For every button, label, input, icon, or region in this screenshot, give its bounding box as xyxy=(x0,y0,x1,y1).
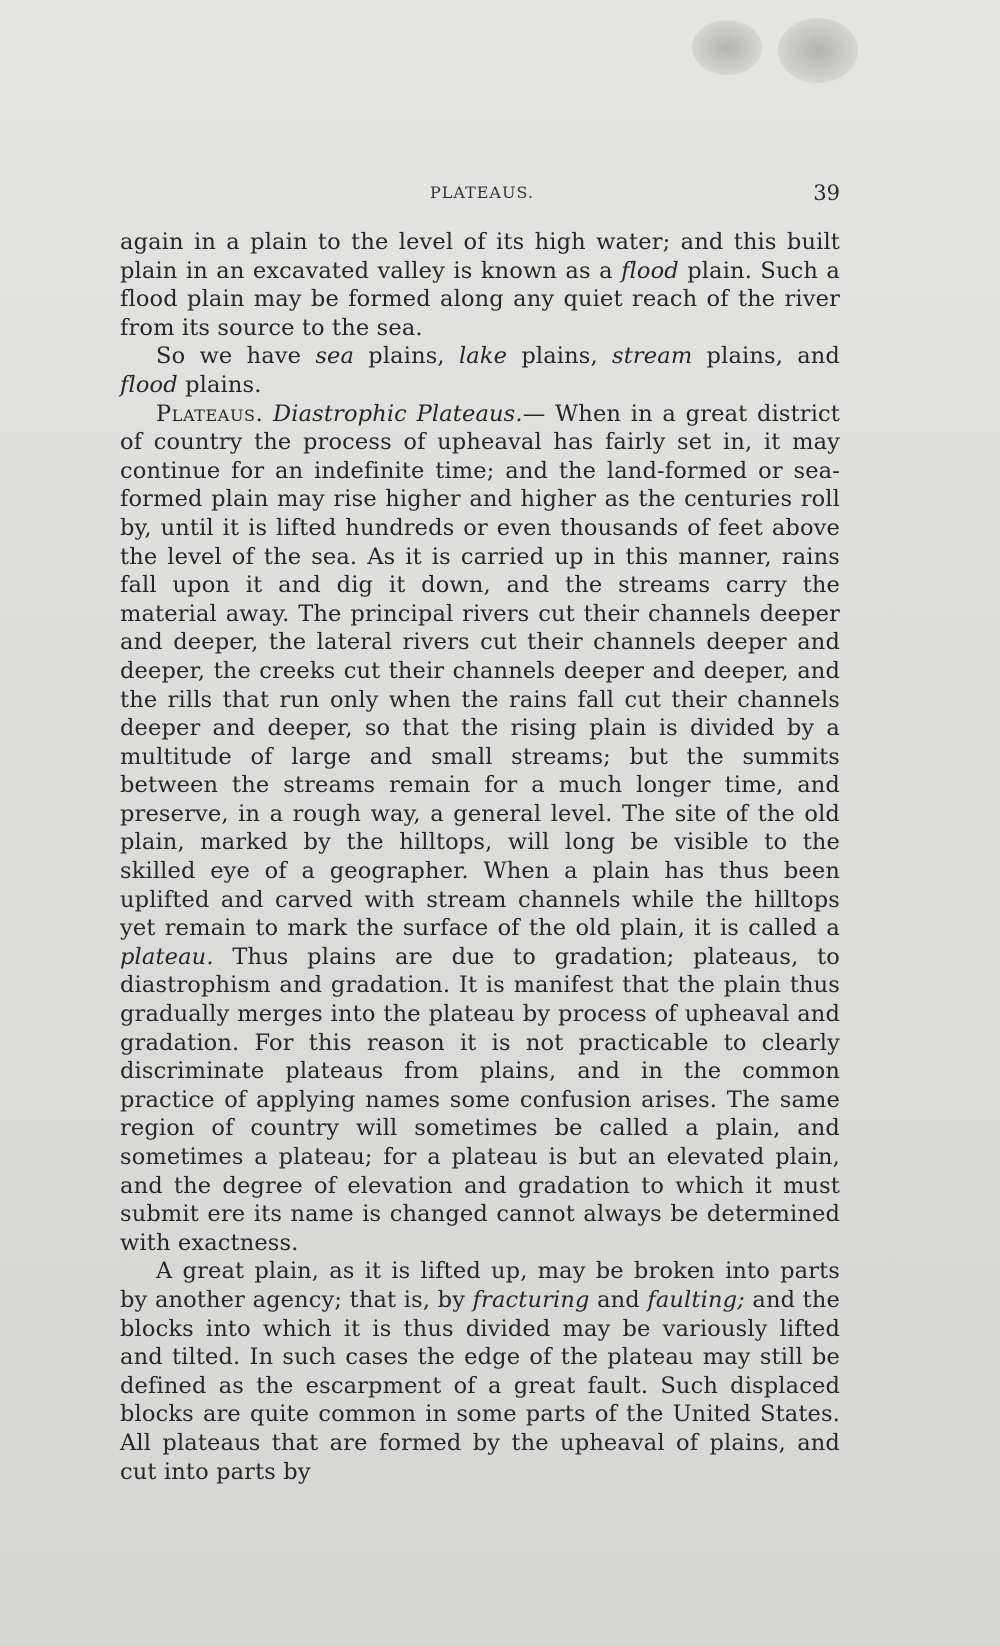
italic-term: sea xyxy=(315,343,355,370)
italic-term: stream xyxy=(612,343,693,370)
body-text xyxy=(120,228,840,1486)
italic-term: flood xyxy=(120,371,178,398)
paragraph: So we have sea plains, lake plains, stream plains, and flood plains. xyxy=(120,343,840,398)
italic-term: plateau. xyxy=(120,943,214,970)
running-head: PLATEAUS. xyxy=(430,183,534,202)
italic-term: flood xyxy=(621,257,679,284)
stain-mark xyxy=(692,20,762,75)
paragraph: again in a plain to the level of its high water; and this built plain in an excavated valley is known as a flood plain. Such a flood plain may be formed along any quiet reach of the river from its source to the sea. xyxy=(120,229,840,341)
page-number: 39 xyxy=(813,181,840,205)
section-heading: Plateaus. xyxy=(156,400,264,427)
paragraph: Plateaus. Diastrophic Plateaus.— When in a great district of country the process of upheaval has fairly set in, it may continue for an indefinite time; and the land-formed or sea-formed plain may rise higher and higher as the centuries roll by, until it is lifted hundreds or even thousands of feet above the level of the sea. As it is carried up in this manner, rains fall upon it and dig it down, and the streams carry the material away. The principal rivers cut their channels deeper and deeper, the lateral rivers cut their channels deeper and deeper, the creeks cut their channels deeper and deeper, and the rills that run only when the rains fall cut their channels deeper and deeper, so that the rising plain is divided by a multitude of large and small streams; but the summits between the streams remain for a much longer time, and preserve, in a rough way, a general level. The site of the old plain, marked by the hilltops, will long be visible to the skilled eye of a geographer. When a plain has thus been uplifted and carved with stream channels while the hilltops yet remain to mark the surface of the old plain, it is called a plateau. Thus plains are due to gradation; plateaus, to diastrophism and gradation. It is manifest that the plain thus gradually merges into the plateau by process of upheaval and gradation. For this reason it is not practicable to clearly discriminate plateaus from plains, and in the common practice of applying names some confusion arises. The same region of country will sometimes be called a plain, and sometimes a plateau; for a plateau is but an elevated plain, and the degree of elevation and gradation to which it must submit ere its name is changed cannot always be determined with exactness. xyxy=(120,400,840,1256)
subsection-heading: Diastrophic Plateaus. xyxy=(273,400,523,427)
italic-term: faulting; xyxy=(647,1286,745,1313)
italic-term: fracturing xyxy=(472,1286,590,1313)
page-header xyxy=(120,183,840,213)
paragraph: A great plain, as it is lifted up, may be broken into parts by another agency; that is, by fracturing and faulting; and the blocks into which it is thus divided may be variously lifted and tilted. In such cases the edge of the plateau may still be defined as the escarpment of a great fault. Such displaced blocks are quite common in some parts of the United States. All plateaus that are formed by the upheaval of plains, and cut into parts by xyxy=(120,1258,840,1485)
stain-mark xyxy=(778,18,858,83)
italic-term: lake xyxy=(458,343,508,370)
